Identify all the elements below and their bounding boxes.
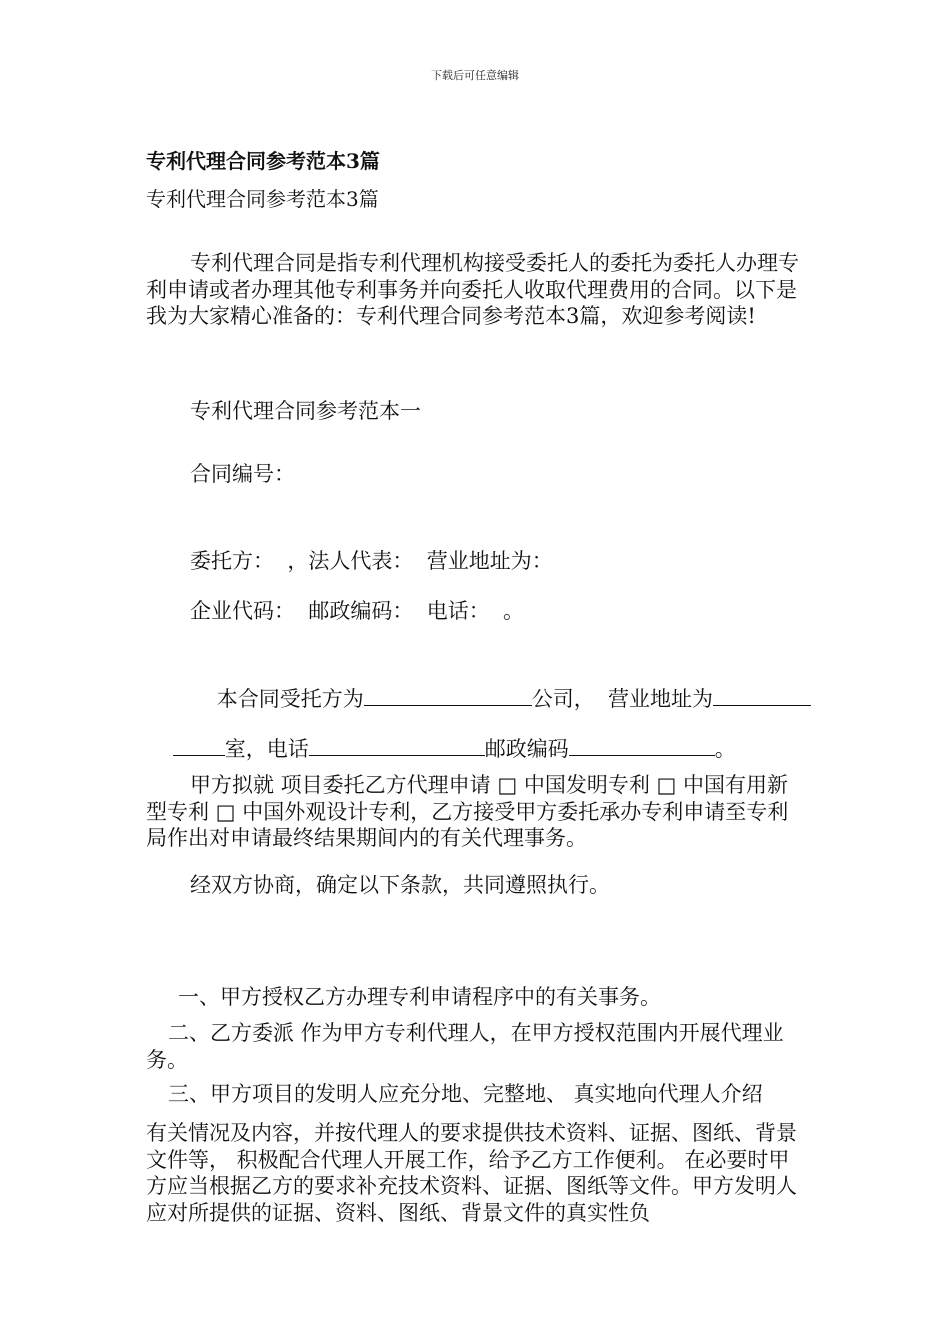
postal-blank — [569, 737, 715, 756]
room-phone-label: 室，电话 — [224, 737, 309, 761]
section-heading: 专利代理合同参考范本一 — [190, 399, 421, 423]
document-subtitle: 专利代理合同参考范本3篇 — [146, 187, 379, 211]
agreement-line: 经双方协商，确定以下条款，共同遵照执行。 — [190, 873, 610, 897]
clause-three-body: 有关情况及内容，并按代理人的要求提供技术资料、证据、图纸、背景文件等， 积极配合代理人开展工作，给予乙方工作便利。 在必要时甲方应当根据乙方的要求补充技术资料、证据、图纸等文件。甲方发明人应对所提供的证据、资料、图纸、背景文件的真实性负 — [146, 1121, 797, 1225]
agent-name-blank — [364, 687, 532, 706]
document-title: 专利代理合同参考范本3篇 — [146, 149, 380, 173]
entrust-paragraph: 甲方拟就 项目委托乙方代理申请 □ 中国发明专利 □ 中国有用新型专利 □ 中国外观设计专利，乙方接受甲方委托承办专利申请至专利局作出对申请最终结果期间内的有关代理事务。 — [146, 773, 789, 850]
phone-blank — [309, 737, 485, 756]
postal-label: 邮政编码 — [484, 737, 569, 761]
address-blank — [713, 687, 811, 706]
clause-one: 一、甲方授权乙方办理专利申请程序中的有关事务。 — [178, 985, 661, 1009]
principal-party-line: 委托方： ，法人代表： 营业地址为： — [190, 549, 553, 573]
intro-paragraph: 专利代理合同是指专利代理机构接受委托人的委托为委托人办理专利申请或者办理其他专利事务并向委托人收取代理费用的合同。以下是我为大家精心准备的：专利代理合同参考范本3篇，欢迎参考阅读! — [146, 251, 799, 328]
line-end: 。 — [714, 737, 736, 761]
agent-party-prefix: 本合同受托方为 — [216, 687, 364, 711]
address-continued-blank — [173, 737, 225, 756]
agent-party-middle: 公司， 营业地址为 — [531, 687, 714, 711]
clause-two: 二、乙方委派 作为甲方专利代理人，在甲方授权范围内开展代理业务。 — [146, 1021, 784, 1072]
clause-three-first-line: 三、甲方项目的发明人应充分地、完整地、 真实地向代理人介绍 — [168, 1082, 763, 1106]
enterprise-code-line: 企业代码： 邮政编码： 电话： 。 — [190, 599, 525, 623]
header-note: 下载后可任意编辑 — [431, 69, 519, 82]
contract-number-label: 合同编号： — [190, 462, 295, 486]
